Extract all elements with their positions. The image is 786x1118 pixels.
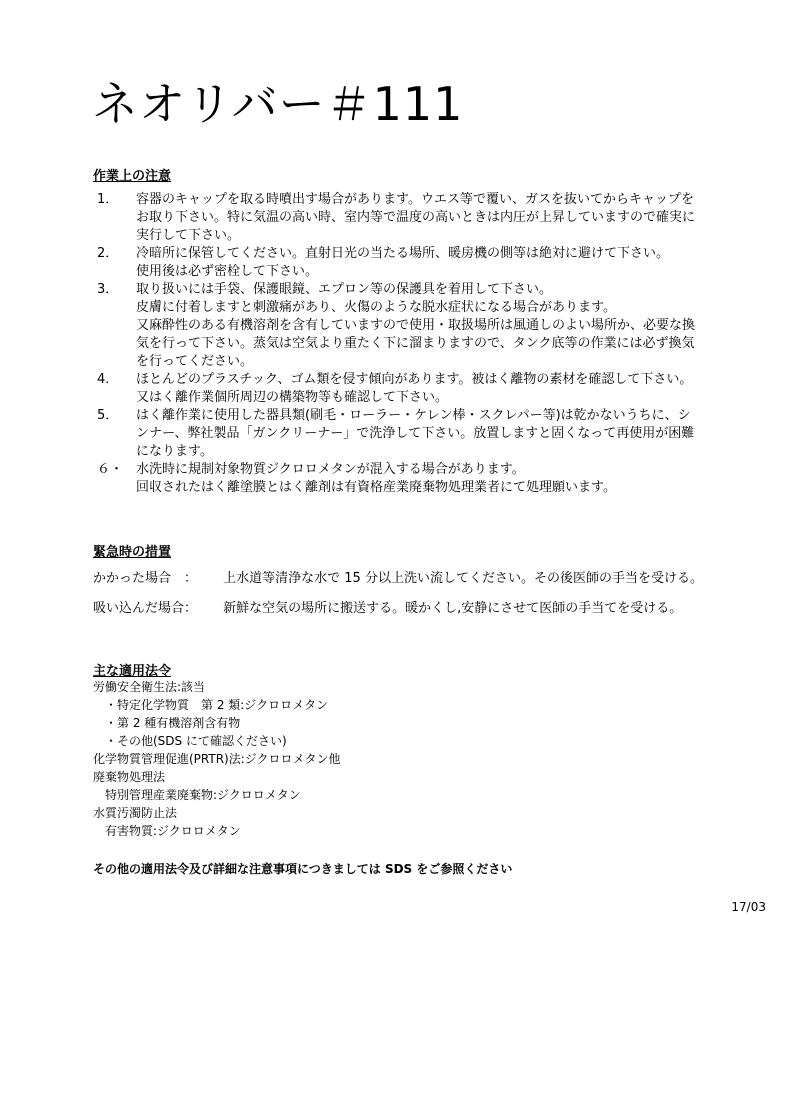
precaution-number: ６・	[97, 462, 124, 477]
law-line: 化学物質管理促進(PRTR)法:ジクロロメタン他	[93, 752, 341, 766]
laws-list	[93, 678, 341, 840]
precaution-number: 3．	[97, 282, 119, 297]
precaution-line: 回収されたはく離塗膜とはく離剤は有資格産業廃棄物処理業者にて処理願います。	[136, 480, 616, 495]
precaution-item	[93, 407, 743, 461]
precaution-item	[93, 191, 743, 245]
laws-heading: 主な適用法令	[93, 664, 172, 679]
law-line: 特別管理産業廃棄物:ジクロロメタン	[93, 788, 301, 802]
precaution-line: 実行して下さい。	[136, 228, 241, 243]
precaution-number: 4．	[97, 372, 119, 387]
precaution-line: を行ってください。	[136, 354, 254, 369]
precaution-number: 1．	[97, 192, 119, 207]
law-line: 水質汚濁防止法	[93, 806, 178, 820]
precaution-line: 皮膚に付着しますと刺激痛があり、火傷のような脱水症状になる場合があります。	[136, 300, 616, 315]
emergency-label: 吸い込んだ場合：	[93, 601, 198, 616]
work-precautions-list	[93, 191, 743, 497]
emergency-row-skin	[93, 567, 703, 586]
precaution-line: 取り扱いには手袋、保護眼鏡、エプロン等の保護具を着用して下さい。	[136, 282, 553, 297]
precaution-line: 使用後は必ず密栓して下さい。	[136, 264, 319, 279]
precaution-item	[93, 245, 743, 281]
precaution-line: はく離作業に使用した器具類(刷毛・ローラー・ケレン棒・スクレパー等)は乾かないうちに、シ	[136, 408, 691, 423]
sds-reference-note: その他の適用法令及び詳細な注意事項につきましては SDS をご参照ください	[93, 862, 513, 876]
emergency-heading: 緊急時の措置	[93, 545, 172, 560]
precaution-number: 2．	[97, 246, 119, 261]
precaution-line: 冷暗所に保管してください。直射日光の当たる場所、暖房機の側等は絶対に避けて下さい。	[136, 246, 670, 261]
law-line: 有害物質:ジクロロメタン	[93, 824, 241, 838]
precaution-line: 水洗時に規制対象物質ジクロロメタンが混入する場合があります。	[136, 462, 525, 477]
law-line: ・その他(SDS にて確認ください)	[93, 734, 287, 748]
precaution-line: 気を行って下さい。蒸気は空気より重たく下に溜まりますので、タンク底等の作業には必ず換気	[136, 336, 695, 351]
precaution-item	[93, 371, 743, 407]
emergency-row-inhalation	[93, 597, 682, 616]
emergency-text: 上水道等清浄な水で 15 分以上洗い流してください。その後医師の手当を受ける。	[223, 571, 703, 586]
law-line: ・第 2 種有機溶剤含有物	[93, 716, 241, 730]
precaution-item	[93, 281, 743, 371]
emergency-text: 新鮮な空気の場所に搬送する。暖かくし,安静にさせて医師の手当てを受ける。	[223, 601, 683, 616]
precaution-line: ンナー、弊社製品「ガンクリーナー」で洗浄して下さい。放置しますと固くなって再使用が困難	[136, 426, 695, 441]
precaution-item	[93, 461, 743, 497]
law-line: ・特定化学物質 第 2 類:ジクロロメタン	[93, 698, 329, 712]
precaution-line: 容器のキャップを取る時噴出す場合があります。ウエス等で覆い、ガスを抜いてからキャップを	[136, 192, 694, 207]
emergency-label: かかった場合 ：	[93, 571, 198, 586]
document-code: 17/03	[731, 900, 766, 914]
law-line: 廃棄物処理法	[93, 770, 166, 784]
precaution-line: お取り下さい。特に気温の高い時、室内等で温度の高いときは内圧が上昇していますので確実に	[136, 210, 696, 225]
precaution-line: 又はく離作業個所周辺の構築物等も確認して下さい。	[136, 390, 449, 405]
precaution-line: になります。	[136, 444, 213, 459]
precaution-number: 5．	[97, 408, 119, 423]
law-line: 労働安全衛生法:該当	[93, 680, 206, 694]
precaution-line: 又麻酔性のある有機溶剤を含有していますので使用・取扱場所は風通しのよい場所か、必要な換	[136, 318, 696, 333]
document-title: ネオリバー＃111	[92, 77, 464, 131]
precaution-line: ほとんどのプラスチック、ゴム類を侵す傾向があります。被はく離物の素材を確認して下さい。	[136, 372, 693, 387]
work-precautions-heading: 作業上の注意	[93, 169, 172, 184]
